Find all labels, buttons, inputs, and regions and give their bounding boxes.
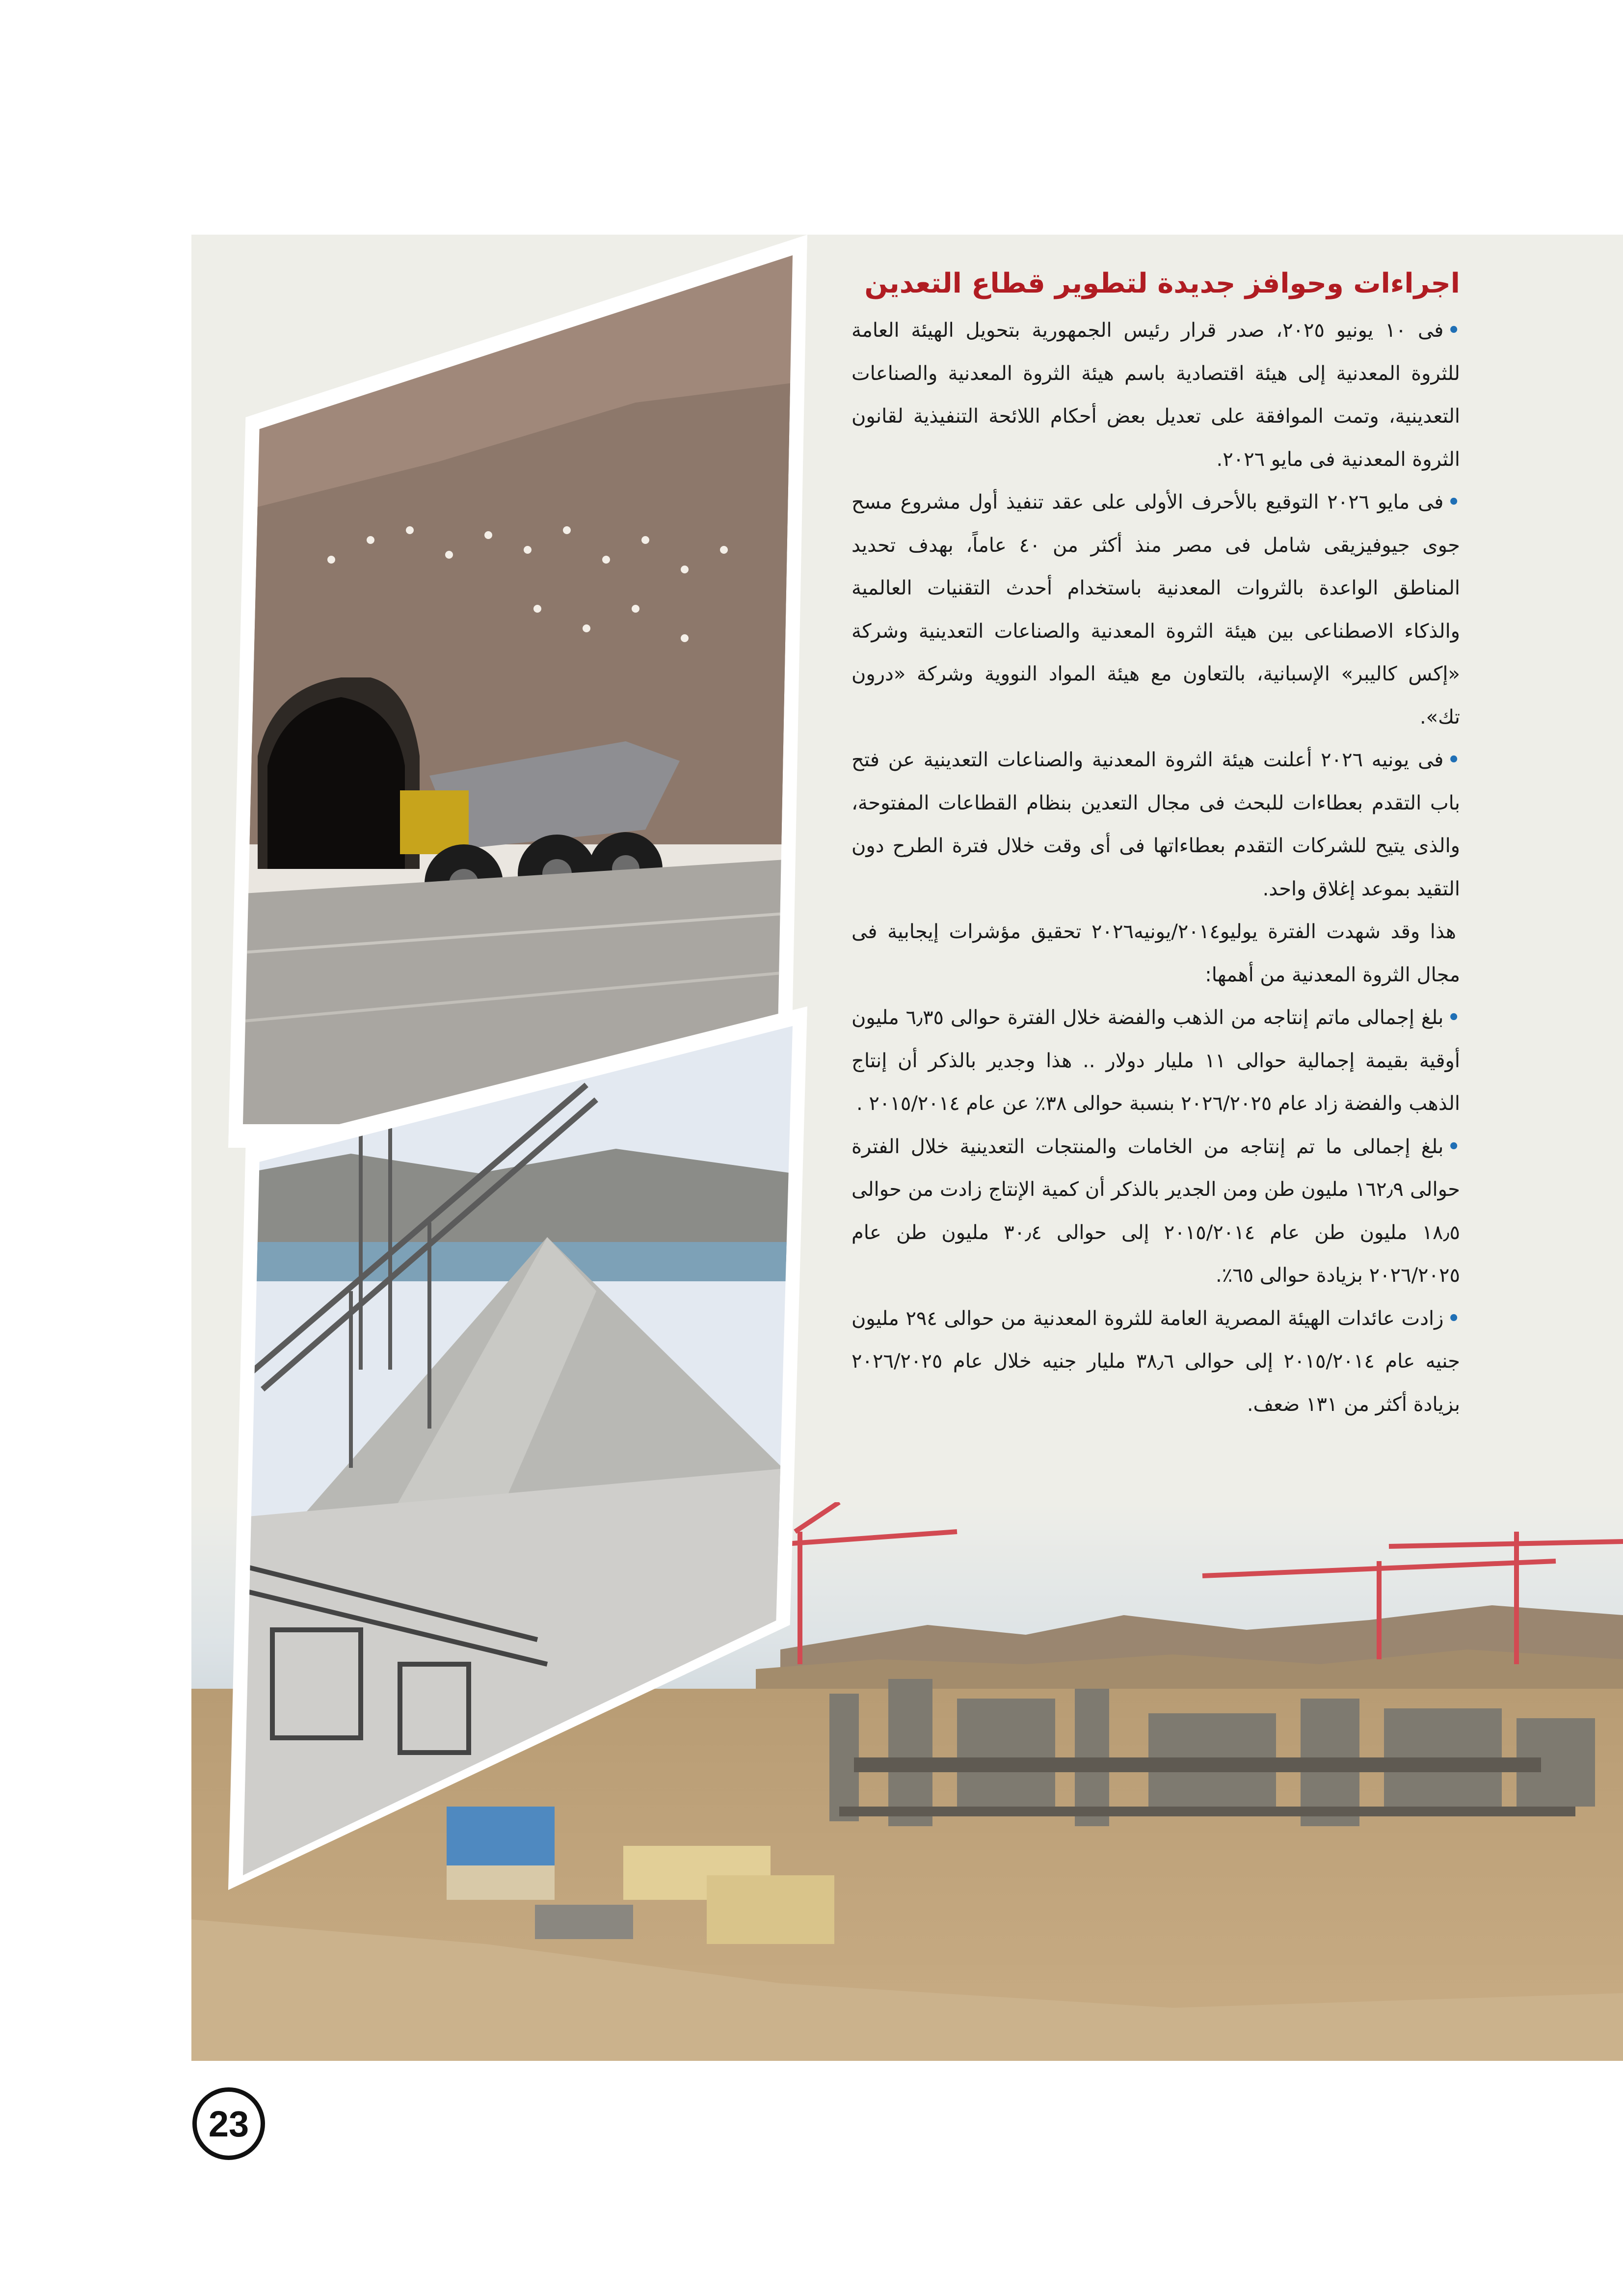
paragraph [851,911,1460,997]
bullet-icon: • [1447,749,1460,771]
paragraph [851,1297,1460,1427]
paragraph [851,309,1460,481]
paragraph-text: فى ١٠ يونيو ٢٠٢٥، صدر قرار رئيس الجمهورية بتحويل الهيئة العامة للثروة المعدنية إلى هيئة اقتصادية باسم هيئة الثروة المعدنية والصناعات التعدينية، وتمت الموافقة على تعديل بعض أحكام اللائحة التنفيذية لقانون الثروة المعدنية فى مايو ٢٠٢٦. [851,319,1460,471]
paragraph-text: بلغ إجمالى ما تم إنتاجه من الخامات والمنتجات التعدينية خلال الفترة حوالى ١٦٢٫٩ مليون طن ومن الجدير بالذكر أن كمية الإنتاج زادت من حوالى ١٨٫٥ مليون طن عام ٢٠١٥/٢٠١٤ إلى حوالى ٣٠٫٤ مليون طن عام ٢٠٢٦/٢٠٢٥ بزيادة حوالى ٦٥٪. [851,1135,1460,1287]
bullet-icon: • [1447,1135,1460,1158]
paragraph-text: فى يونيه ٢٠٢٦ أعلنت هيئة الثروة المعدنية والصناعات التعدينية عن فتح باب التقدم بعطاءات للبحث فى مجال التعدين بنظام القطاعات المفتوحة، والذى يتيح للشركات التقدم بعطاءاتها فى أى وقت خلال فترة الطرح دون التقيد بموعد إغلاق واحد. [851,749,1460,900]
bullet-icon: • [1447,491,1460,513]
paragraph [851,739,1460,911]
paragraph-text: هذا وقد شهدت الفترة يوليو٢٠١٤/يونيه٢٠٢٦ تحقيق مؤشرات إيجابية فى مجال الثروة المعدنية من أهمها: [851,920,1460,986]
paragraph-text: زادت عائدات الهيئة المصرية العامة للثروة المعدنية من حوالى ٢٩٤ مليون جنيه عام ٢٠١٥/٢٠١٤ إلى حوالى ٣٨٫٦ مليار جنيه خلال عام ٢٠٢٦/٢٠٢٥ بزيادة أكثر من ١٣١ ضعف. [851,1307,1461,1416]
paragraph [851,481,1460,739]
page-number: 23 [192,2087,265,2160]
paragraph [851,997,1460,1126]
bullet-icon: • [1447,1307,1460,1330]
section-title: اجراءات وحوافز جديدة لتطوير قطاع التعدين [864,268,1460,299]
bullet-icon: • [1447,319,1460,342]
paragraph-text: فى مايو ٢٠٢٦ التوقيع بالأحرف الأولى على عقد تنفيذ أول مشروع مسح جوى جيوفيزيقى شامل فى مصر منذ أكثر من ٤٠ عاماً، بهدف تحديد المناطق الواعدة بالثروات المعدنية باستخدام أحدث التقنيات العالمية والذكاء الاصطناعى بين هيئة الثروة المعدنية والصناعات التعدينية وشركة «إكس كاليبر» الإسبانية، بالتعاون مع هيئة المواد النووية وشركة «درون تك». [851,491,1460,729]
article [851,265,1460,1443]
paragraph-text: بلغ إجمالى ماتم إنتاجه من الذهب والفضة خلال الفترة حوالى ٦٫٣٥ مليون أوقية بقيمة إجمالية حوالى ١١ مليار دولار .. هذا وجدير بالذكر أن إنتاج الذهب والفضة زاد عام ٢٠٢٦/٢٠٢٥ بنسبة حوالى ٣٨٪ عن عام ٢٠١٥/٢٠١٤ . [851,1006,1460,1115]
bullet-icon: • [1447,1006,1460,1029]
paragraph [851,1126,1460,1297]
